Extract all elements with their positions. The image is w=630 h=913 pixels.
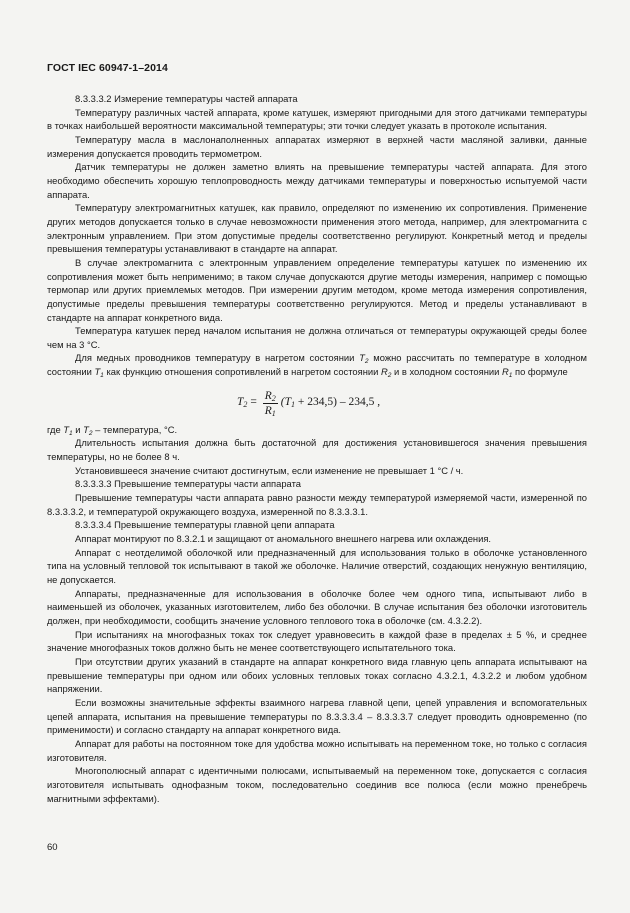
paragraph: Превышение температуры части аппарата равно разности между температурой измеряемой части, измеренной по 8.3.3.3.2, и температурой окружающего воздуха, измеренной по 8.3.3.3.1. bbox=[47, 492, 587, 517]
paragraph: Аппарат для работы на постоянном токе для удобства можно испытывать на переменном токе, но только с согласия изготовителя. bbox=[47, 737, 587, 763]
document-body bbox=[47, 92, 587, 805]
paragraph: Аппарат с неотделимой оболочкой или предназначенный для использования только в оболочке установленного типа на условный тепловой ток испытывают в такой же оболочке. Наличие отверстий, создающих ненужную вентиляцию, не допускается. bbox=[47, 546, 587, 585]
paragraph: В случае электромагнита с электронным управлением определение температуры катушек по изменению их сопротивления может быть неприменимо; в таком случае допускаются другие методы измерения, например с помощью термопар или других приемлемых методов. При измерении другим методом, кроме метода измерения сопротивления, допустимые пределы превышения температуры соответственно регулируются. Метод и пределы устанавливают в стандарте на аппарат конкретного вида. bbox=[47, 256, 587, 323]
paragraph: Аппарат монтируют по 8.3.2.1 и защищают от аномального внешнего нагрева или охлаждения. bbox=[75, 533, 492, 545]
section-heading-8-3-3-3-4: 8.3.3.3.4 Превышение температуры главной цепи аппарата bbox=[75, 519, 335, 531]
paragraph: Температура катушек перед началом испытания не должна отличаться от температуры окружающей среды более чем на 3 °С. bbox=[47, 325, 587, 350]
paragraph: При отсутствии других указаний в стандарте на аппарат конкретного вида главную цепь аппарата испытывают на превышение температуры при одном или обоих условных тепловых токах согласно 4.3.2.1, 4.3.2.2 и любом удобном напряжении. bbox=[47, 655, 587, 695]
formula-lhs: $T_2$ bbox=[237, 396, 248, 410]
paragraph: Температуру электромагнитных катушек, как правило, определяют по изменению их сопротивления. Применение других методов допускается только в случае невозможности применения этого метода, например, для электромагнита с электронным управлением. При этом допустимые пределы соответственно регулируют. Конкретный метод и пределы превышения температуры устанавливают в стандарте на аппарат. bbox=[47, 202, 587, 255]
formula-numerator: $R_2$ bbox=[264, 389, 276, 403]
paragraph: Температуру различных частей аппарата, кроме катушек, измеряют пригодными для этого датчиками температуры в точках наибольшей вероятности максимальной температуры; эти точки следует указать в протоколе испытания. bbox=[47, 106, 587, 132]
paragraph: Если возможны значительные эффекты взаимного нагрева главной цепи, цепей управления и вспомогательных цепей аппарата, испытания на превышение температуры по 8.3.3.3.4 – 8.3.3.3.7 следует проводить одновременно (по применимости) и согласно стандарту на аппарат конкретного вида. bbox=[47, 696, 587, 736]
paragraph: Длительность испытания должна быть достаточной для достижения установившегося значения превышения температуры, но не более 8 ч. bbox=[47, 437, 587, 463]
paragraph: Температуру масла в маслонаполненных аппаратах измеряют в верхней части масляной заливки, данные измерения допускается проводить термометром. bbox=[47, 133, 587, 159]
paragraph: Датчик температуры не должен заметно влиять на превышение температуры частей аппарата. Для этого необходимо обеспечить хорошую теплопроводность между датчиками температуры и поверхностью испытуемой части аппарата. bbox=[47, 161, 587, 200]
section-heading-8-3-3-3-3: 8.3.3.3.3 Превышение температуры части аппарата bbox=[75, 478, 301, 490]
formula-rest: $(T_1 + 234,5) - 234,5$ , bbox=[280, 396, 381, 410]
document-header: ГОСТ IEC 60947-1–2014 bbox=[47, 62, 168, 74]
formula bbox=[47, 379, 587, 423]
section-heading-8-3-3-3-2: 8.3.3.3.2 Измерение температуры частей аппарата bbox=[75, 93, 298, 104]
symbol-r2: $R_2$ bbox=[380, 366, 392, 380]
page-number: 60 bbox=[47, 842, 58, 853]
paragraph: При испытаниях на многофазных токах ток следует уравновесить в каждой фазе в пределах ± 5 %, и среднее значение многофазных токов должно быть не менее соответствующего испытательного тока. bbox=[47, 628, 587, 654]
paragraph-formula-intro: Для медных проводников температуру в нагретом состоянии $T_2$ можно рассчитать по температуре в холодном состоянии $T_1$ как функцию отношения сопротивлений в нагретом состоянии $R_2$ и в холодном состоянии $R_1$ по формуле bbox=[47, 352, 588, 380]
formula-denominator: $R_1$ bbox=[264, 404, 276, 418]
formula-legend: где $T_1$ и $T_2$ – температура, °С. bbox=[47, 423, 178, 437]
paragraph: Установившееся значение считают достигнутым, если изменение не превышает 1 °С / ч. bbox=[75, 464, 464, 476]
formula-fraction bbox=[263, 389, 278, 418]
formula-equals: = bbox=[247, 396, 260, 409]
symbol-r1: $R_1$ bbox=[501, 366, 513, 380]
paragraph: Многополюсный аппарат с идентичными полюсами, испытываемый на переменном токе, допускается с согласия изготовителя испытывать однофазным током, последовательно соединив все полюса (если можно пренебречь магнитными эффектами). bbox=[47, 765, 587, 804]
symbol-t1: $T_1$ bbox=[94, 366, 104, 380]
symbol-t2: $T_2$ bbox=[359, 352, 369, 366]
paragraph: Аппараты, предназначенные для использования в оболочке более чем одного типа, испытывают либо в наименьшей из оболочек, указанных изготовителем, либо без оболочки. В случае испытания без оболочки изготовитель должен, при необходимости, сообщить значение условного теплового тока в оболочке (см. 4.3.2.2). bbox=[47, 587, 587, 626]
